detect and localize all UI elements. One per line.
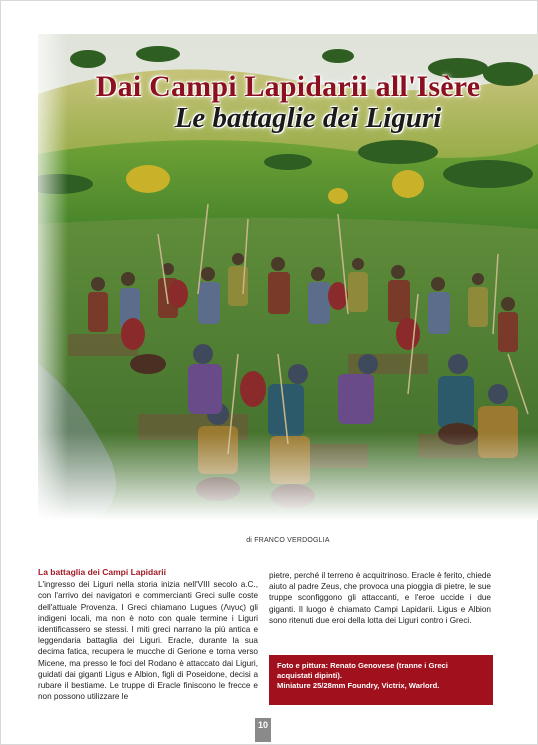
article-column-right [269, 570, 491, 626]
title-line-1: Dai Campi Lapidarii all'Isère [95, 70, 481, 103]
section-heading: La battaglia dei Campi Lapidarii [38, 567, 166, 577]
title-line-2: Le battaglie dei Liguri [174, 102, 442, 134]
page-number: 10 [255, 718, 271, 742]
credits-line-1: Foto e pittura: Renato Genovese (tranne i Greci acquistati dipinti). [277, 661, 448, 680]
author-byline: di FRANCO VERDOGLIA [246, 537, 330, 544]
credits-line-2: Miniature 25/28mm Foundry, Victrix, Warlord. [277, 681, 440, 690]
hero-photo [38, 34, 538, 520]
article-text-left: L'ingresso dei Liguri nella storia inizia nell'VIII secolo a.C., con l'arrivo dei navigatori e commercianti Greci sulle coste dell'attuale Provenza. I Greci chiamano Lugues (Λιγυς) gli indigeni locali, ma non è noto con quale termine i Liguri identificassero se stessi. I miti greci narrano la più antica e leggendaria battaglia dei Liguri. Eracle, durante la sua decima fatica, recupera le mucche di Gerione e torna verso Micene, ma presso le foci del Rodano è attaccato dai Liguri, guidati dai giganti Ligus e Albion, figli di Poseidone, decisi a rubare il bestiame. Le truppe di Eracle finiscono le frecce e non possono utilizzare le [38, 580, 258, 702]
photo-credits-box [269, 655, 493, 705]
article-column-left [38, 567, 258, 702]
article-text-right: pietre, perché il terreno è acquitrinoso. Eracle è ferito, chiede aiuto al padre Zeus, che provoca una pioggia di pietre, le sue truppe sconfiggono gli attaccanti, e l'eroe uccide i due giganti. Il luogo è chiamato Campi Lapidarii. Ligus e Albion sono ritenuti due eroi della lotta dei Liguri contro i Greci. [269, 571, 491, 625]
